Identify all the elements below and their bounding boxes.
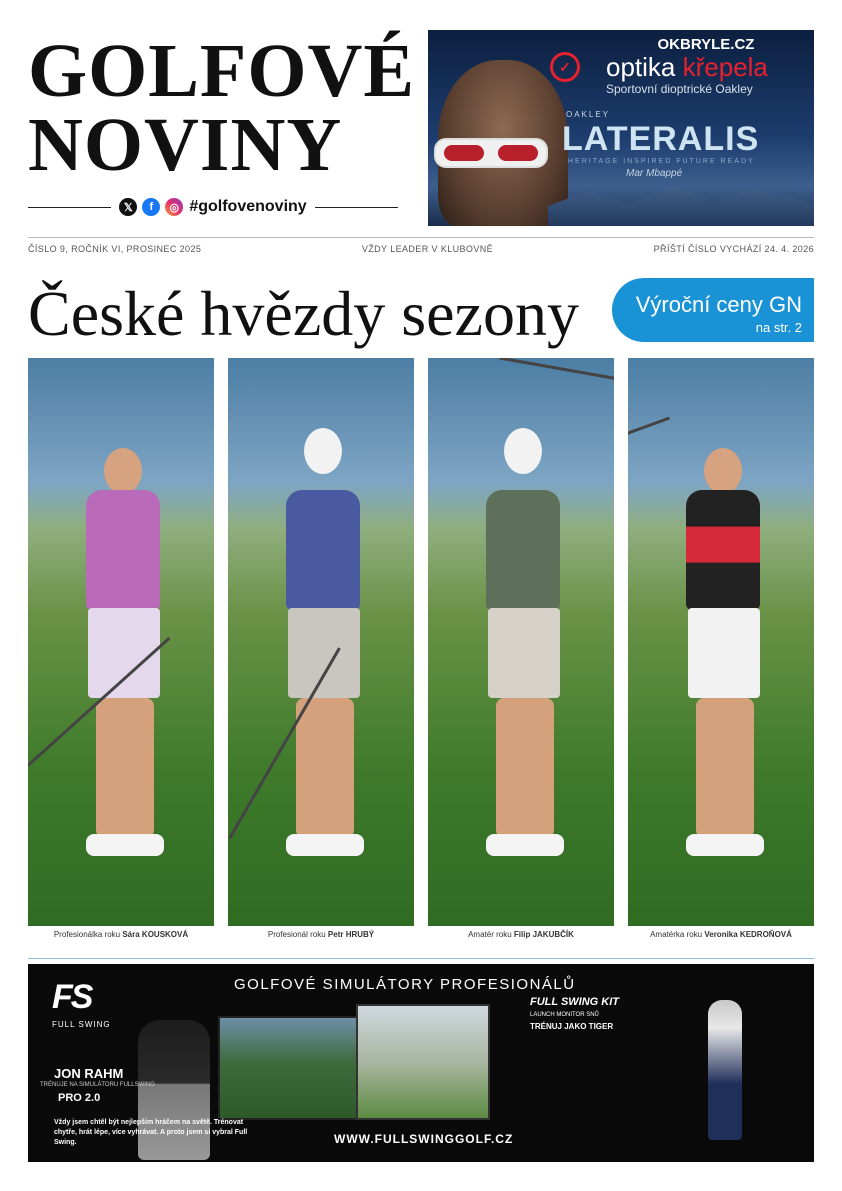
ad-quote: Vždy jsem chtěl být nejlepším hráčem na světě. Trénovat chytře, hrát lépe, více vyhrávat. A proto jsem si vybral Full Swing. xyxy=(54,1119,248,1146)
issue-info-bar xyxy=(28,237,814,260)
ad-product-sub: HERITAGE INSPIRED FUTURE READY xyxy=(568,158,755,165)
ad-url[interactable]: WWW.FULLSWINGGOLF.CZ xyxy=(334,1132,514,1146)
ad-brand xyxy=(606,52,768,83)
ad-brand-prefix: optika xyxy=(606,52,683,82)
ad-fullswing-banner[interactable] xyxy=(28,964,814,1162)
ad-brand-name: křepela xyxy=(682,52,768,82)
masthead xyxy=(28,29,416,187)
ad-site: OKBRYLE.CZ xyxy=(657,36,755,53)
golfer-figure xyxy=(278,448,368,888)
simulator-monitor xyxy=(356,1004,490,1120)
ad-player-sub: TRÉNUJE NA SIMULÁTORU FULLSWING xyxy=(40,1082,155,1088)
ad-course-background xyxy=(518,964,814,1162)
golfer-figure xyxy=(78,448,168,888)
optika-logo-icon: ✓ xyxy=(550,52,580,82)
facebook-icon[interactable]: f xyxy=(142,198,160,216)
kit-logo: FULL SWING KIT xyxy=(530,996,620,1008)
masthead-rule-left xyxy=(28,207,111,208)
promo-page-ref: na str. 2 xyxy=(755,320,802,335)
caption-player-2: Profesionál roku Petr HRUBÝ xyxy=(267,930,375,939)
fullswing-logo: FS xyxy=(52,978,92,1016)
ad-mountains-graphic xyxy=(548,176,814,226)
kit-sub: LAUNCH MONITOR SNŮ xyxy=(530,1012,599,1018)
masthead-rule-right xyxy=(315,207,398,208)
kit-tag: TRÉNUJ JAKO TIGER xyxy=(530,1022,614,1031)
ad-player: Mar Mbappé xyxy=(626,168,683,179)
masthead-title-line2: NOVINY xyxy=(28,103,343,187)
instagram-icon[interactable]: ◎ xyxy=(165,198,183,216)
page-headline: České hvězdy sezony xyxy=(28,278,579,349)
fullswing-logo-sub: FULL SWING xyxy=(52,1020,111,1029)
golfer-figure xyxy=(678,448,768,888)
sunglasses-icon xyxy=(434,138,548,168)
slogan: VŽDY LEADER V KLUBOVNĚ xyxy=(361,244,494,254)
ad-product: LATERALIS xyxy=(562,120,760,158)
golfer-figure xyxy=(478,448,568,888)
issue-number: ČÍSLO 9, ROČNÍK VI, PROSINEC 2025 xyxy=(28,244,202,254)
ad-bottom-title: GOLFOVÉ SIMULÁTORY PROFESIONÁLŮ xyxy=(234,976,576,993)
social-row xyxy=(28,196,398,218)
photo-player-3[interactable] xyxy=(428,358,614,926)
golf-club-icon xyxy=(499,358,614,398)
promo-title: Výroční ceny GN xyxy=(635,292,802,317)
ad-golfer-figure-right xyxy=(708,1000,742,1140)
caption-player-1: Profesionálka roku Sára KOUSKOVÁ xyxy=(53,930,189,939)
photo-player-4[interactable] xyxy=(628,358,814,926)
caption-player-3: Amatér roku Filip JAKUBČÍK xyxy=(468,930,574,939)
promo-badge[interactable] xyxy=(612,278,814,342)
golf-club-icon xyxy=(628,417,670,495)
ad-maker: OAKLEY xyxy=(566,110,611,119)
simulator-screen xyxy=(218,1016,358,1120)
ad-oakley-banner[interactable] xyxy=(428,30,814,226)
ad-product-name: PRO 2.0 xyxy=(58,1092,101,1104)
photo-player-1[interactable] xyxy=(28,358,214,926)
x-icon[interactable]: 𝕏 xyxy=(119,198,137,216)
section-divider xyxy=(28,958,814,959)
masthead-title-line1: GOLFOVÉ xyxy=(28,29,416,113)
hashtag[interactable]: #golfovenoviny xyxy=(189,198,307,215)
ad-tagline: Sportovní dioptrické Oakley xyxy=(606,82,753,96)
next-issue: PŘÍŠTÍ ČÍSLO VYCHÁZÍ 24. 4. 2026 xyxy=(653,244,814,254)
ad-player-name: JON RAHM xyxy=(54,1066,124,1081)
caption-player-4: Amatérka roku Veronika KEDROŇOVÁ xyxy=(650,930,792,939)
photo-player-2[interactable] xyxy=(228,358,414,926)
